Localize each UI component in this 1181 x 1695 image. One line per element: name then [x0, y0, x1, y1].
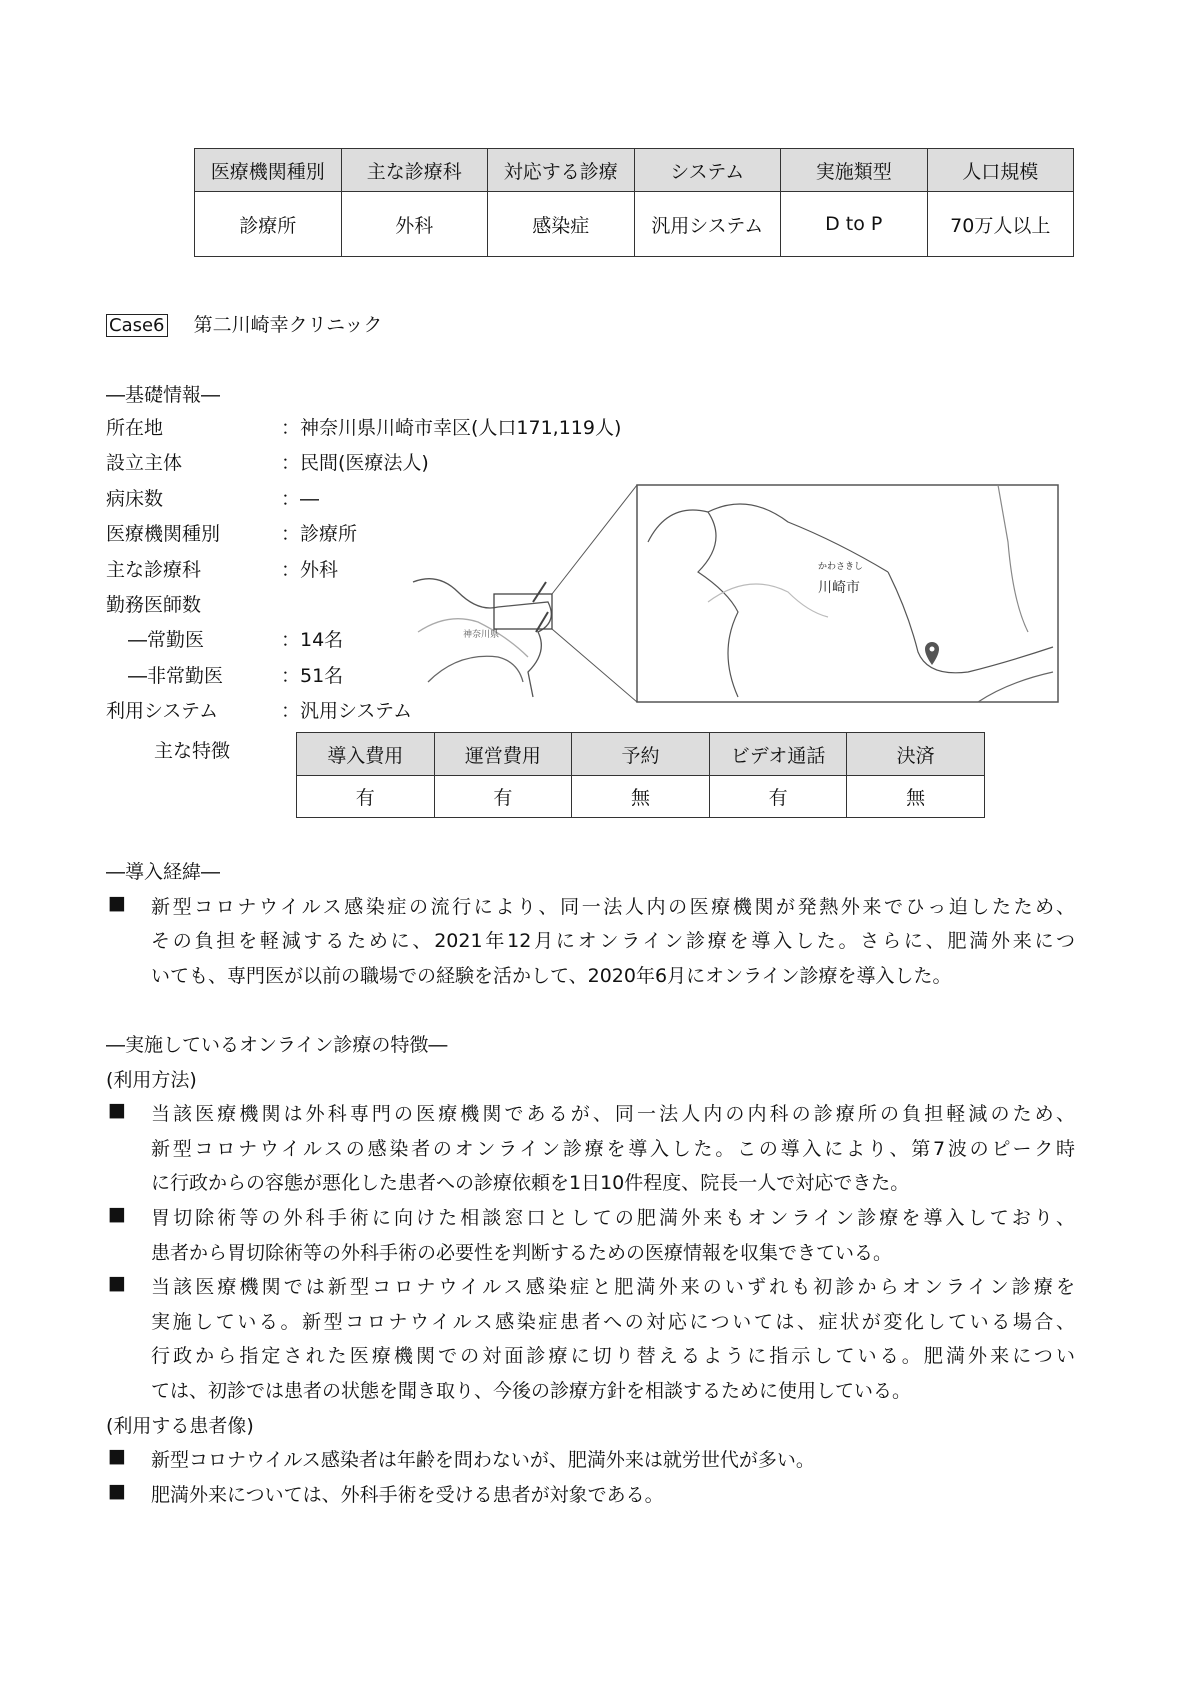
- patients-heading: (利用する患者像): [106, 1414, 254, 1437]
- info-value: ：診療所: [281, 523, 358, 546]
- case-title: 第二川崎幸クリニック: [193, 314, 383, 336]
- features-cell: 無: [572, 776, 710, 818]
- info-value: ：汎用システム: [281, 700, 413, 723]
- features-cell: 有: [709, 776, 847, 818]
- info-value: ：51名: [281, 664, 344, 687]
- features-table: [296, 732, 985, 818]
- summary-header: 対応する診療: [488, 149, 635, 192]
- info-label: 設立主体: [106, 452, 183, 475]
- features-cell: 有: [297, 776, 435, 818]
- bullet-icon: ■: [108, 1445, 126, 1468]
- location-map: [408, 482, 1063, 707]
- info-label: 利用システム: [106, 700, 219, 723]
- history-heading: ―導入経緯―: [106, 861, 221, 883]
- bullet-text-line: 患者から胃切除術等の外科手術の必要性を判断するための医療情報を収集できている。: [151, 1241, 893, 1264]
- info-value: ：民間(医療法人): [281, 452, 429, 475]
- usage-heading: (利用方法): [106, 1068, 197, 1091]
- bullet-text-line: 行政から指定された医療機関での対面診療に切り替えるように指示している。肥満外来につい: [151, 1345, 1075, 1368]
- info-value: ：―: [281, 487, 320, 510]
- info-label: 所在地: [106, 417, 164, 439]
- bullet-text-line: 新型コロナウイルス感染者は年齢を問わないが、肥満外来は就労世代が多い。: [151, 1449, 815, 1472]
- bullet-icon: ■: [108, 1203, 126, 1225]
- info-label: 勤務医師数: [106, 594, 202, 616]
- bullet-text-line: に行政からの容態が悪化した患者への診療依頼を1日10件程度、院長一人で対応できた。: [151, 1172, 910, 1195]
- summary-header: システム: [634, 149, 781, 192]
- bullet-text-line: 当該医療機関は外科専門の医療機関であるが、同一法人内の内科の診療所の負担軽減のため、: [151, 1103, 1075, 1126]
- features-cell: 有: [434, 776, 572, 818]
- bullet-icon: ■: [108, 1099, 126, 1122]
- info-value: ：14名: [281, 629, 344, 652]
- summary-header: 実施類型: [781, 149, 928, 192]
- bullet-text-line: その負担を軽減するために、2021年12月にオンライン診療を導入した。さらに、肥満外来につ: [151, 930, 1075, 953]
- zoom-frame: [494, 594, 552, 629]
- features-header: ビデオ通話: [709, 733, 847, 776]
- info-value: ：外科: [281, 558, 339, 581]
- bullet-text-line: いても、専門医が以前の職場での経験を活かして、2020年6月にオンライン診療を導入した。: [151, 964, 952, 987]
- features-header: 導入費用: [297, 733, 435, 776]
- city-kana-label: かわさきし: [818, 562, 864, 572]
- summary-cell: 外科: [341, 192, 488, 257]
- case-label: Case6: [106, 314, 168, 337]
- summary-table: [194, 148, 1074, 257]
- bullet-text-line: 当該医療機関では新型コロナウイルス感染症と肥満外来のいずれも初診からオンライン診療を: [151, 1276, 1075, 1299]
- info-label: 医療機関種別: [106, 523, 221, 546]
- bullet-text-line: 肥満外来については、外科手術を受ける患者が対象である。: [151, 1483, 664, 1506]
- summary-header: 主な診療科: [341, 149, 488, 192]
- features-header: 運営費用: [434, 733, 572, 776]
- features-label: 主な特徴: [154, 740, 231, 762]
- summary-cell: D to P: [781, 192, 928, 257]
- case-header: [106, 310, 382, 337]
- bullet-text-line: ては、初診では患者の状態を聞き取り、今後の診療方針を相談するために使用している。: [151, 1380, 912, 1402]
- info-label: ―常勤医: [128, 629, 205, 652]
- summary-header: 人口規模: [927, 149, 1074, 192]
- features-cell: 無: [847, 776, 985, 818]
- bullet-text-line: 胃切除術等の外科手術に向けた相談窓口としての肥満外来もオンライン診療を導入しており、: [151, 1207, 1075, 1229]
- summary-cell: 感染症: [488, 192, 635, 257]
- bullet-icon: ■: [108, 891, 126, 914]
- bullet-icon: ■: [108, 1479, 126, 1502]
- bullet-text-line: 新型コロナウイルス感染症の流行により、同一法人内の医療機関が発熱外来でひっ迫したため、: [151, 895, 1075, 918]
- info-value: ：神奈川県川崎市幸区(人口171,119人): [281, 417, 622, 439]
- features-header: 決済: [847, 733, 985, 776]
- basic-info-heading: ―基礎情報―: [106, 384, 221, 406]
- summary-cell: 汎用システム: [634, 192, 781, 257]
- city-label: 川崎市: [818, 580, 860, 596]
- summary-cell: 診療所: [195, 192, 342, 257]
- info-label: 病床数: [106, 487, 164, 510]
- summary-cell: 70万人以上: [927, 192, 1074, 257]
- info-label: ―非常勤医: [128, 664, 224, 687]
- bullet-text-line: 新型コロナウイルスの感染者のオンライン診療を導入した。この導入により、第7波のピーク時: [151, 1137, 1075, 1160]
- summary-header: 医療機関種別: [195, 149, 342, 192]
- features-heading: ―実施しているオンライン診療の特徴―: [106, 1034, 448, 1056]
- features-header: 予約: [572, 733, 710, 776]
- bullet-text-line: 実施している。新型コロナウイルス感染症患者への対応については、症状が変化している場合、: [151, 1310, 1075, 1333]
- bullet-icon: ■: [108, 1272, 126, 1295]
- pref-label: 神奈川県: [463, 630, 500, 640]
- info-label: 主な診療科: [106, 558, 202, 581]
